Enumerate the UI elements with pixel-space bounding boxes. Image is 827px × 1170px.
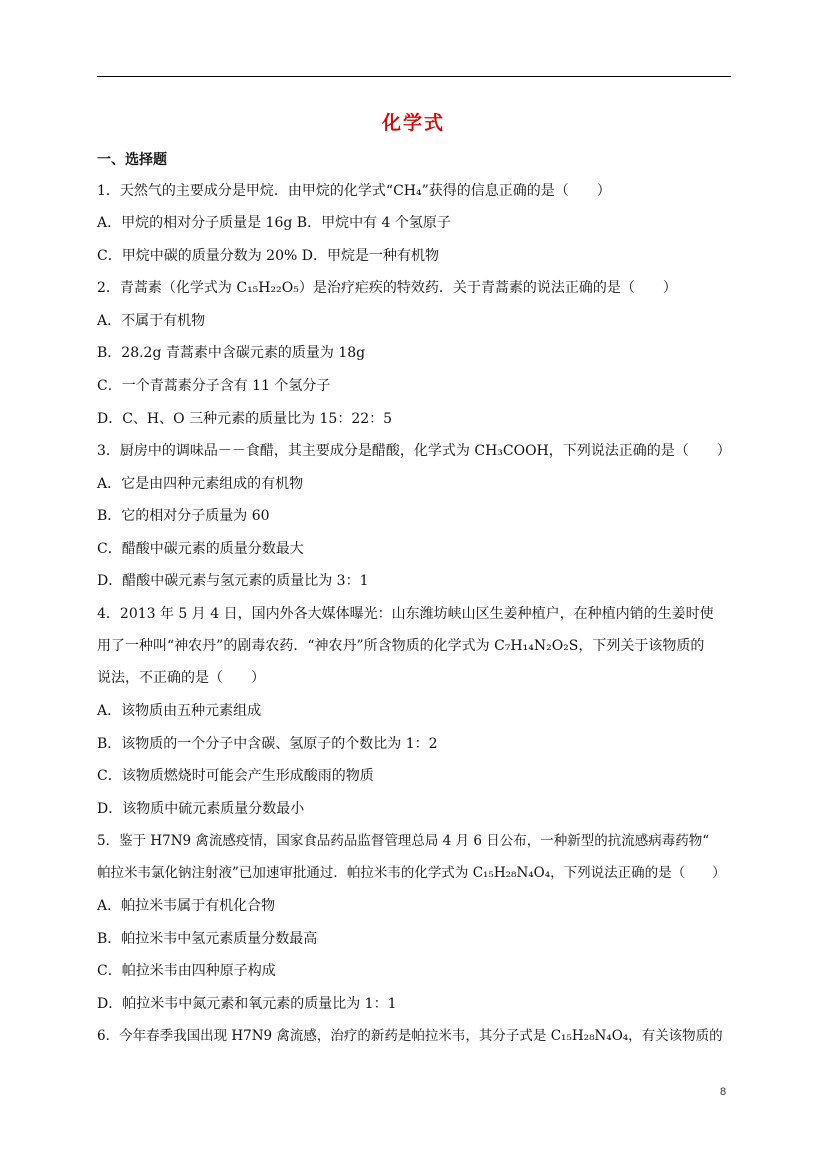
text-line: B．该物质的一个分子中含碳、氢原子的个数比为 1：2 <box>97 736 438 752</box>
text-line: D．该物质中硫元素质量分数最小 <box>97 801 305 817</box>
text-line: C．该物质燃烧时可能会产生形成酸雨的物质 <box>97 768 374 784</box>
text-line: B．帕拉米韦中氢元素质量分数最高 <box>97 931 318 947</box>
text-line: B．它的相对分子质量为 60 <box>97 508 270 524</box>
text-line: 4．2013 年 5 月 4 日，国内外各大媒体曝光：山东潍坊峡山区生姜种植户，在种植内销的生姜时使 <box>97 606 714 622</box>
text-line: A．该物质由五种元素组成 <box>97 703 262 719</box>
header-rule <box>97 76 731 77</box>
text-line: 2．青蒿素（化学式为 C₁₅H₂₂O₅）是治疗疟疾的特效药．关于青蒿素的说法正确的是（ ） <box>97 280 677 296</box>
text-line: C．醋酸中碳元素的质量分数最大 <box>97 541 304 557</box>
text-line: 6．今年春季我国出现 H7N9 禽流感，治疗的新药是帕拉米韦，其分子式是 C₁₅H₂₈N₄O₄，有关该物质的 <box>97 1028 723 1044</box>
text-line: 说法，不正确的是（ ） <box>97 670 265 686</box>
text-line: A．它是由四种元素组成的有机物 <box>97 476 304 492</box>
text-line: 3．厨房中的调味品－－食醋，其主要成分是醋酸，化学式为 CH₃COOH，下列说法正确的是（ ） <box>97 443 731 459</box>
section-heading: 一、选择题 <box>97 152 167 168</box>
text-line: A．不属于有机物 <box>97 313 206 329</box>
text-line: 5．鉴于 H7N9 禽流感疫情，国家食品药品监督管理总局 4 月 6 日公布，一种新型的抗流感病毒药物“ <box>97 833 710 849</box>
text-line: C．帕拉米韦由四种原子构成 <box>97 963 276 979</box>
text-line: C．甲烷中碳的质量分数为 20% D．甲烷是一种有机物 <box>97 248 439 264</box>
text-line: A．帕拉米韦属于有机化合物 <box>97 898 276 914</box>
text-line: D．醋酸中碳元素与氢元素的质量比为 3：1 <box>97 573 369 589</box>
text-line: B．28.2g 青蒿素中含碳元素的质量为 18g <box>97 345 366 361</box>
text-line: D．C、H、O 三种元素的质量比为 15：22：5 <box>97 411 393 427</box>
text-line: 1．天然气的主要成分是甲烷．由甲烷的化学式“CH₄”获得的信息正确的是（ ） <box>97 183 611 199</box>
text-line: 用了一种叫“神农丹”的剧毒农药．“神农丹”所含物质的化学式为 C₇H₁₄N₂O₂S，下列关于该物质的 <box>97 638 705 654</box>
text-line: A．甲烷的相对分子质量是 16g B．甲烷中有 4 个氢原子 <box>97 215 451 231</box>
page-title: 化学式 <box>381 112 445 134</box>
page-number: 8 <box>720 1086 727 1098</box>
text-line: 帕拉米韦氯化钠注射液”已加速审批通过．帕拉米韦的化学式为 C₁₅H₂₈N₄O₄，下列说法正确的是（ ） <box>97 865 726 881</box>
text-line: D．帕拉米韦中氮元素和氧元素的质量比为 1：1 <box>97 996 397 1012</box>
text-line: C．一个青蒿素分子含有 11 个氢分子 <box>97 378 331 394</box>
